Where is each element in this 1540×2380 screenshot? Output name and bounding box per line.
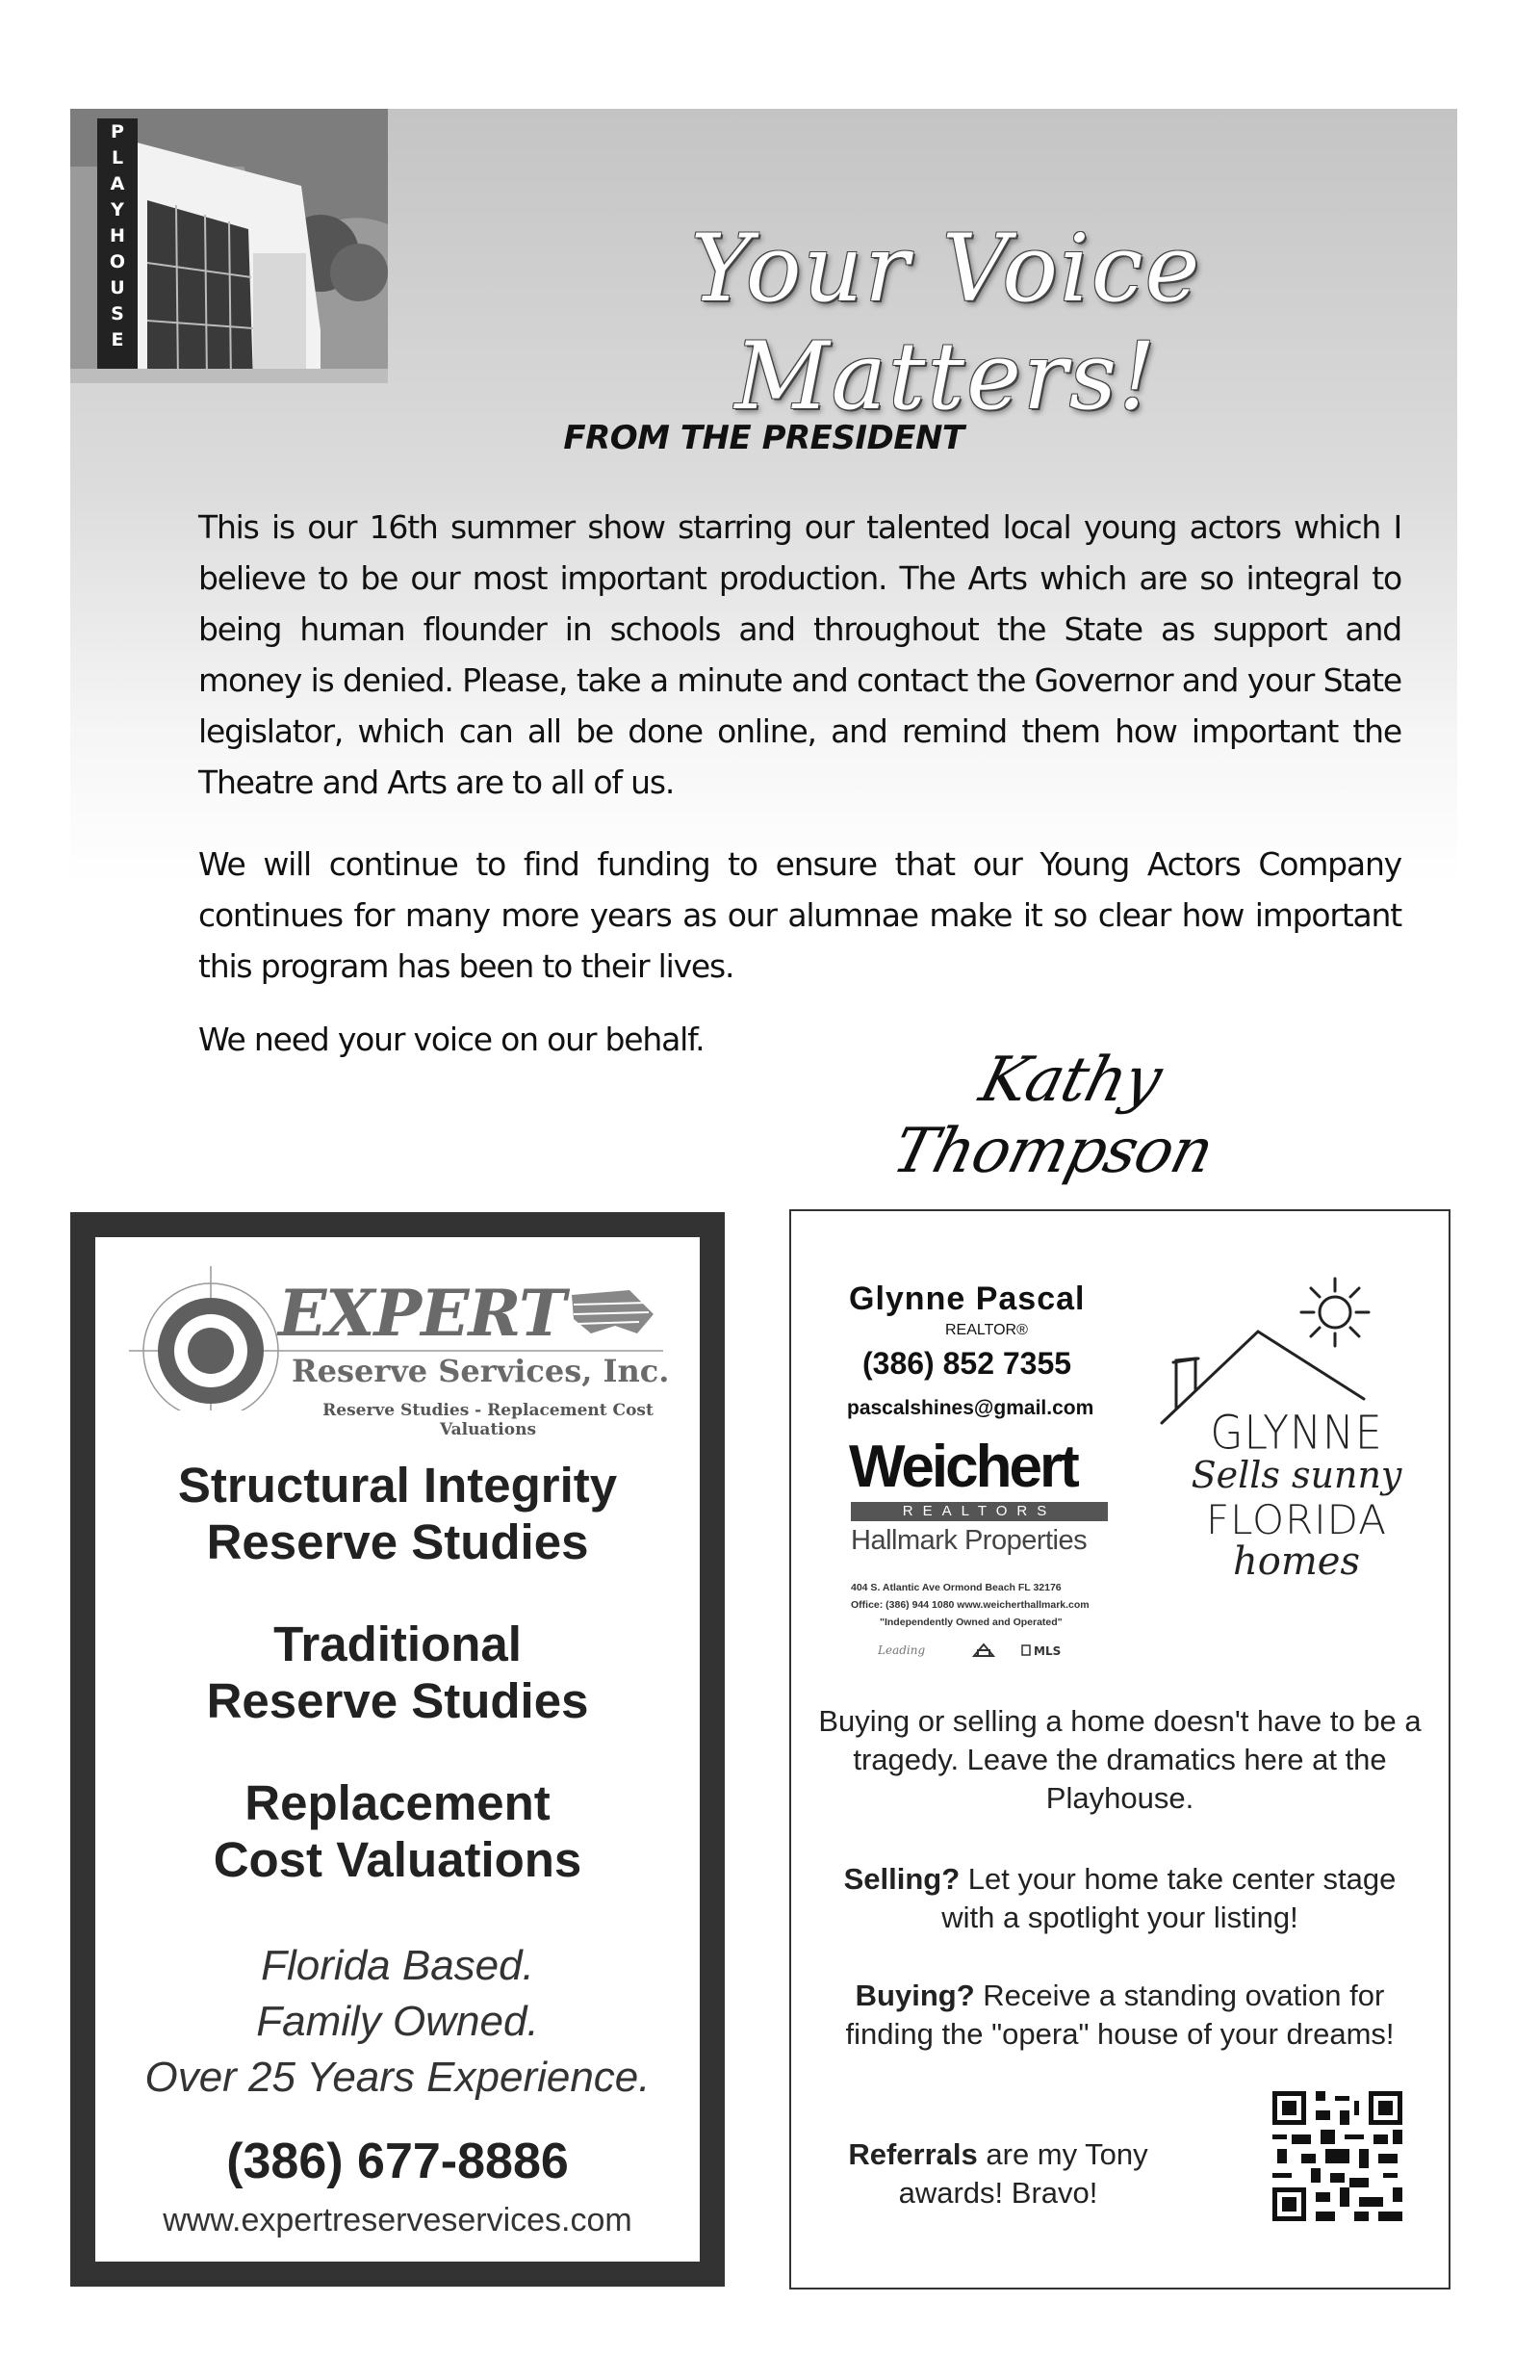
ad-copy-referrals: Referrals are my Tony awards! Bravo! (848, 2137, 1148, 2210)
svg-text:Leading: Leading (878, 1643, 926, 1657)
letter-paragraph-3: We need your voice on our behalf. (198, 1021, 705, 1058)
expert-ad-panel (95, 1237, 700, 2262)
office-name: Hallmark Properties (851, 1525, 1088, 1556)
hand-lettering: GLYNNE Sells sunny FLORIDA homes (1191, 1406, 1402, 1584)
ad-copy-selling: Selling? Let your home take center stage with a spotlight your listing! (843, 1862, 1397, 1934)
letter-paragraph-1: This is our 16th summer show starring our talented local young actors which I believe to be our most important production. The Arts which are so integral to being human flounder in schools and throughout the State as support and money is denied. Please, take a minute and contact the Governor and your State legislator, which can all be done online, and remind them how important the Theatre and Arts are to all of us. (198, 508, 1401, 801)
playhouse-building-image (70, 109, 388, 383)
headline: Your Voice Matters! (690, 215, 1202, 430)
ad-copy-intro: Buying or selling a home doesn't have to be a tragedy. Leave the dramatics here at the Playhouse. (818, 1704, 1422, 1815)
agent-email: pascalshines@gmail.com (847, 1397, 1094, 1419)
expert-reserve-ad (70, 1212, 725, 2287)
realtor-ad (789, 1209, 1450, 2289)
svg-text:MLS: MLS (1034, 1644, 1062, 1658)
service-structural: Structural Integrity Reserve Studies (177, 1458, 618, 1569)
agent-name: Glynne Pascal (849, 1281, 1086, 1317)
letter-paragraph-2: We will continue to find funding to ensure that our Young Actors Company continues for many more years as our alumnae make it so clear how important this program has been to their lives. (198, 845, 1401, 985)
agent-phone: (386) 852 7355 (862, 1346, 1072, 1381)
equal-housing-mls-icon (878, 1635, 1109, 1664)
company-subtitle: Reserve Services, Inc. (292, 1353, 670, 1389)
service-traditional: Traditional Reserve Studies (206, 1617, 589, 1728)
brokerage-logo: Weichert (849, 1434, 1077, 1500)
agent-title: REALTOR® (945, 1322, 1028, 1338)
service-replacement: Replacement Cost Valuations (213, 1775, 582, 1887)
company-website: www.expertreserveservices.com (163, 2202, 632, 2238)
letter-heading: FROM THE PRESIDENT (563, 419, 964, 457)
company-slogan: Florida Based. Family Owned. Over 25 Years Experience. (144, 1942, 651, 2101)
ad-copy-buying: Buying? Receive a standing ovation for finding the "opera" house of your dreams! (845, 1979, 1395, 2051)
office-address-block: 404 S. Atlantic Ave Ormond Beach FL 32176 Office: (386) 944 1080 www.weicherthallmark.com "Independently Owned and Operated" (851, 1582, 1090, 1628)
building-sign: P L A Y H O U S E (109, 121, 126, 350)
company-phone: (386) 677-8886 (226, 2134, 569, 2189)
brokerage-sub: REALTORS (851, 1502, 1108, 1521)
company-tagline: Reserve Studies - Replacement Cost Valuations (322, 1401, 654, 1439)
president-letter (70, 109, 1457, 1187)
signature: Kathy Thompson (886, 1045, 1220, 1187)
company-name: EXPERT (278, 1276, 566, 1351)
qr-code-icon (1272, 2091, 1402, 2221)
